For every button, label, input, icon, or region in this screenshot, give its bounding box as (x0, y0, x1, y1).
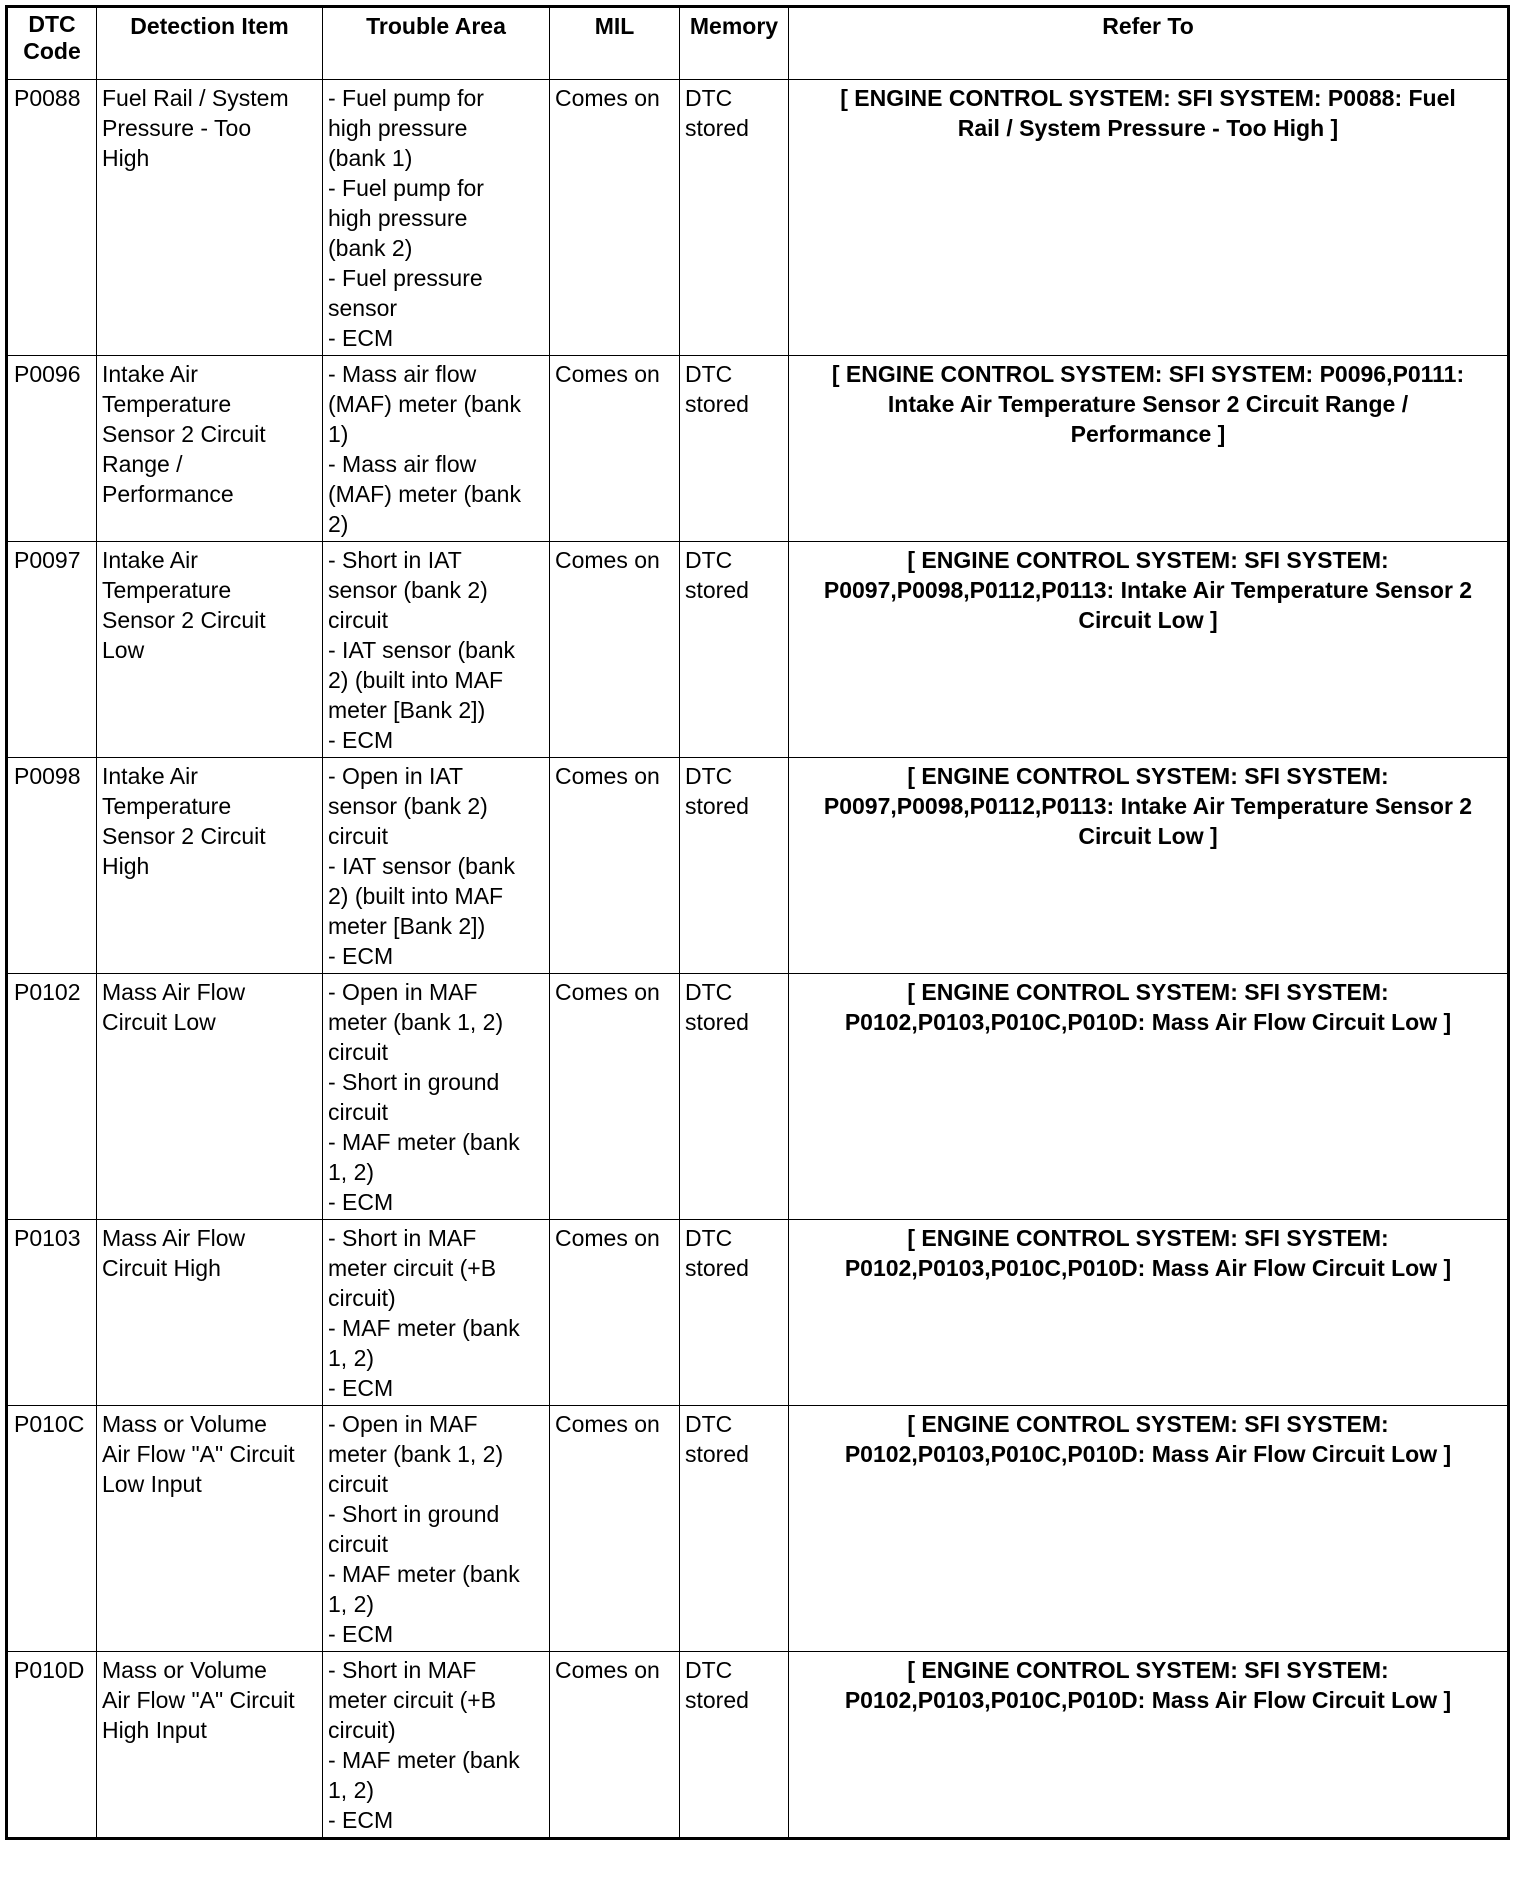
mil-cell: Comes on (550, 1652, 680, 1839)
trouble-area-cell: - Short in IAT sensor (bank 2) circuit - IAT sensor (bank 2) (built into MAF meter [Bank 2]) - ECM (323, 542, 550, 758)
refer-to-cell: [ ENGINE CONTROL SYSTEM: SFI SYSTEM: P0102,P0103,P010C,P010D: Mass Air Flow Circuit Low ] (789, 1406, 1509, 1652)
trouble-area-cell: - Short in MAF meter circuit (+B circuit) - MAF meter (bank 1, 2) - ECM (323, 1652, 550, 1839)
table-row (7, 974, 1509, 1220)
table-row (7, 1406, 1509, 1652)
trouble-area-cell: - Mass air flow (MAF) meter (bank 1) - Mass air flow (MAF) meter (bank 2) (323, 356, 550, 542)
mil-cell: Comes on (550, 356, 680, 542)
detection-item-cell: Intake Air Temperature Sensor 2 Circuit Range / Performance (97, 356, 323, 542)
memory-cell: DTC stored (680, 80, 789, 356)
dtc-code-cell: P0098 (7, 758, 97, 974)
memory-cell: DTC stored (680, 1406, 789, 1652)
memory-cell: DTC stored (680, 1220, 789, 1406)
header-detection-item: Detection Item (97, 7, 323, 80)
trouble-area-cell: - Open in MAF meter (bank 1, 2) circuit - Short in ground circuit - MAF meter (bank 1, 2) - ECM (323, 974, 550, 1220)
refer-to-cell: [ ENGINE CONTROL SYSTEM: SFI SYSTEM: P0088: Fuel Rail / System Pressure - Too High ] (789, 80, 1509, 356)
header-mil: MIL (550, 7, 680, 80)
header-trouble-area: Trouble Area (323, 7, 550, 80)
table-row (7, 1652, 1509, 1839)
memory-cell: DTC stored (680, 974, 789, 1220)
mil-cell: Comes on (550, 974, 680, 1220)
header-dtc-code: DTC Code (7, 7, 97, 80)
table-row (7, 356, 1509, 542)
trouble-area-cell: - Short in MAF meter circuit (+B circuit) - MAF meter (bank 1, 2) - ECM (323, 1220, 550, 1406)
detection-item-cell: Mass or Volume Air Flow "A" Circuit Low Input (97, 1406, 323, 1652)
header-refer-to: Refer To (789, 7, 1509, 80)
refer-to-cell: [ ENGINE CONTROL SYSTEM: SFI SYSTEM: P0102,P0103,P010C,P010D: Mass Air Flow Circuit Low ] (789, 1220, 1509, 1406)
memory-cell: DTC stored (680, 1652, 789, 1839)
detection-item-cell: Fuel Rail / System Pressure - Too High (97, 80, 323, 356)
memory-cell: DTC stored (680, 758, 789, 974)
refer-to-cell: [ ENGINE CONTROL SYSTEM: SFI SYSTEM: P0102,P0103,P010C,P010D: Mass Air Flow Circuit Low ] (789, 974, 1509, 1220)
detection-item-cell: Mass Air Flow Circuit High (97, 1220, 323, 1406)
trouble-area-cell: - Open in IAT sensor (bank 2) circuit - IAT sensor (bank 2) (built into MAF meter [Bank 2]) - ECM (323, 758, 550, 974)
mil-cell: Comes on (550, 758, 680, 974)
mil-cell: Comes on (550, 1220, 680, 1406)
mil-cell: Comes on (550, 80, 680, 356)
mil-cell: Comes on (550, 542, 680, 758)
refer-to-cell: [ ENGINE CONTROL SYSTEM: SFI SYSTEM: P0097,P0098,P0112,P0113: Intake Air Temperature Sensor 2 Circuit Low ] (789, 758, 1509, 974)
mil-cell: Comes on (550, 1406, 680, 1652)
trouble-area-cell: - Fuel pump for high pressure (bank 1) - Fuel pump for high pressure (bank 2) - Fuel pressure sensor - ECM (323, 80, 550, 356)
dtc-code-cell: P0096 (7, 356, 97, 542)
detection-item-cell: Mass Air Flow Circuit Low (97, 974, 323, 1220)
table-row (7, 758, 1509, 974)
dtc-code-cell: P010D (7, 1652, 97, 1839)
memory-cell: DTC stored (680, 542, 789, 758)
dtc-code-cell: P0102 (7, 974, 97, 1220)
trouble-area-cell: - Open in MAF meter (bank 1, 2) circuit - Short in ground circuit - MAF meter (bank 1, 2) - ECM (323, 1406, 550, 1652)
table-row (7, 542, 1509, 758)
table-row (7, 80, 1509, 356)
dtc-table (5, 5, 1510, 1840)
header-memory: Memory (680, 7, 789, 80)
dtc-code-cell: P0097 (7, 542, 97, 758)
dtc-code-cell: P010C (7, 1406, 97, 1652)
memory-cell: DTC stored (680, 356, 789, 542)
header-row (7, 7, 1509, 80)
table-header (7, 7, 1509, 80)
detection-item-cell: Intake Air Temperature Sensor 2 Circuit High (97, 758, 323, 974)
refer-to-cell: [ ENGINE CONTROL SYSTEM: SFI SYSTEM: P0102,P0103,P010C,P010D: Mass Air Flow Circuit Low ] (789, 1652, 1509, 1839)
dtc-code-cell: P0103 (7, 1220, 97, 1406)
detection-item-cell: Mass or Volume Air Flow "A" Circuit High Input (97, 1652, 323, 1839)
table-body (7, 80, 1509, 1839)
dtc-code-cell: P0088 (7, 80, 97, 356)
refer-to-cell: [ ENGINE CONTROL SYSTEM: SFI SYSTEM: P0097,P0098,P0112,P0113: Intake Air Temperature Sensor 2 Circuit Low ] (789, 542, 1509, 758)
table-row (7, 1220, 1509, 1406)
refer-to-cell: [ ENGINE CONTROL SYSTEM: SFI SYSTEM: P0096,P0111: Intake Air Temperature Sensor 2 Circuit Range / Performance ] (789, 356, 1509, 542)
detection-item-cell: Intake Air Temperature Sensor 2 Circuit Low (97, 542, 323, 758)
